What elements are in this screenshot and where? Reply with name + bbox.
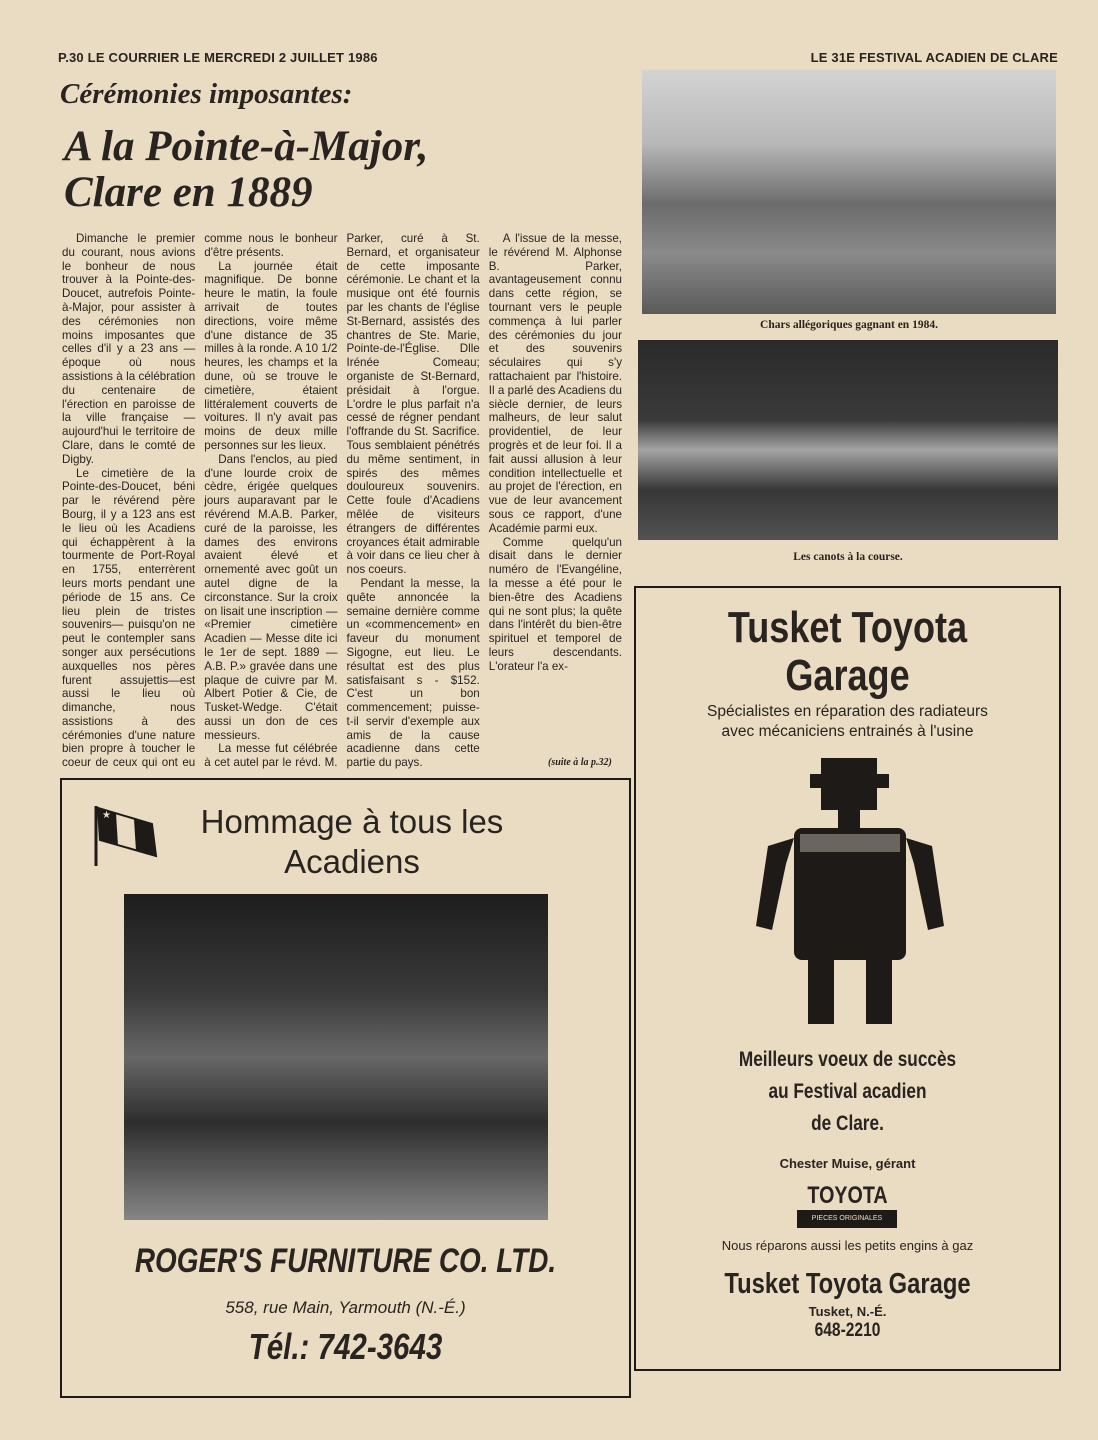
wish-line: au Festival acadien [768, 1080, 927, 1103]
company-phone: Tél.: 742-3643 [248, 1326, 443, 1367]
tusket-toyota-ad [634, 586, 1061, 1371]
ad-tagline [636, 702, 1059, 742]
page-header-right: LE 31E FESTIVAL ACADIEN DE CLARE [810, 50, 1058, 65]
paragraph: La messe fut célébrée à cet autel par le révd. M. Parker, curé à St. Bernard, et organisateur de cette imposante cérémonie. Le chant et la musique ont été fournis par les chants de l'église St-Bernard, assistés des chantres de Ste. Marie, Pointe-de-l'Église. Dlle Irénée Comeau; organiste de St-Bernard, présidait à l'orgue. L'ordre le plus parfait n'a cessé de régner pendant l'offrande du St. Sacrifice. Tous semblaient pénétrés du même sentiment, in spirés des mêmes douloureux souvenirs. Cette foule d'Acadiens mêlée de visiteurs étrangers de différentes croyances était admirable à voir dans ce lieu cher à nos coeurs. [204, 232, 480, 770]
photo-parade-floats [642, 70, 1056, 314]
page-header-left: P.30 LE COURRIER LE MERCREDI 2 JUILLET 1986 [58, 50, 378, 65]
paragraph: A l'issue de la messe, le révérend M. Alphonse B. Parker, avantageusement connu dans cette région, se tournant vers le peuple commença à lui parler des cérémonies du jour et des souvenirs séculaires qui s'y rattachaient par l'histoire. Il a parlé des Acadiens du siècle dernier, de leurs malheurs, de leur salut providentiel, de leur progrès et de leur foi. Il a fait aussi allusion à leur condition intellectuelle et au projet de l'érection, en vue de leur avancement sous ce rapport, d'une Académie parmi eux. [488, 232, 622, 535]
continued-note: (suite à la p.32) [548, 757, 612, 768]
acadian-flag-icon [92, 796, 162, 866]
toyota-parts-badge: PIECES ORIGINALES [797, 1210, 897, 1228]
wish-line: de Clare. [811, 1112, 884, 1135]
photo-caption: Les canots à la course. [793, 551, 903, 563]
photo-staff-group [124, 894, 548, 1220]
paragraph: La journée était magnifique. De bonne heure le matin, la foule arrivait de toutes directions, voire même d'une distance de 35 milles à la ronde. A 10 1/2 heures, les champs et la dune, où se trouve le cimetière, étaient littéralement couverts de voitures. Il n'y avait pas moins de deux mille personnes sur les lieux. [204, 259, 338, 452]
radiator-robot-icon [746, 754, 956, 1044]
footer-phone: 648-2210 [814, 1320, 881, 1341]
ad-headline [182, 802, 522, 882]
company-name: ROGER'S FURNITURE CO. LTD. [134, 1242, 557, 1280]
footer-name: Tusket Toyota Garage [724, 1268, 971, 1300]
tagline-line: Spécialistes en réparation des radiateurs [707, 703, 988, 720]
photo-caption: Chars allégoriques gagnant en 1984. [760, 319, 938, 331]
title-line: A la Pointe-à-Major, [64, 123, 429, 170]
article-title [64, 124, 428, 216]
paragraph: Comme quelqu'un disait dans le dernier numéro de l'Evangéline, la messe a été pour le bien-être des Acadiens qui ne sont plus; la quête dans l'intérêt du bien-être spirituel et temporel de leurs descendants. L'orateur l'a ex- [488, 535, 622, 673]
manager-name: Chester Muise, gérant [779, 1156, 916, 1171]
headline-line: Hommage à tous les [200, 803, 504, 840]
title-line: Tusket Toyota [727, 603, 968, 652]
ad-title [674, 604, 1021, 700]
title-line: Clare en 1889 [64, 169, 313, 216]
article-kicker: Cérémonies imposantes: [60, 78, 353, 110]
paragraph: Le cimetière de la Pointe-des-Doucet, béni par le révérend père Bourg, il y a 123 ans est le lieu où les Acadiens qui échappèrent à la tourmente de Port-Royal en 1755, enterrèrent leurs morts pendant une période de 15 ans. Ce lieu plein de tristes souvenirs— puisqu'on ne peut le contempler sans songer aux persécutions auxquelles nos pères furent assujettis—est aussi le lieu où dimanche, nous assistions à des cérémonies d'une nature bien propre à toucher le coeur de ceux qui ont eu comme nous le bonheur d'être présents. [62, 232, 338, 770]
rogers-furniture-ad [60, 778, 631, 1398]
svg-text:★: ★ [102, 810, 111, 821]
festival-wishes [674, 1044, 1021, 1140]
paragraph: Pendant la messe, la quête annoncée la semaine dernière comme un «commencement» en faveur du monument Sigogne, eut lieu. Le résultat est des plus satisfaisant s - $152. C'est un bon commencement; puisse-t-il servir d'exemple aux amis de la cause acadienne dans cette partie du pays. [346, 576, 480, 770]
paragraph: Dimanche le premier du courant, nous avions le bonheur de nous trouver à la Pointe-des-Doucet, autrefois Pointe-à-Major, pour assister à des cérémonies non moins imposantes que celles d'il y a 23 ans — époque où nous assistions à la célébration du centenaire de l'érection en paroisse de la ville française — aujourd'hui le territoire de Clare, dans le comté de Digby. [62, 232, 196, 466]
paragraph: Dans l'enclos, au pied d'une lourde croix de cèdre, érigée quelques jours auparavant par le révérend M.A.B. Parker, curé de la paroisse, les dames des environs avaient élevé et ornementé avec goût un autel digne de la circonstance. Sur la croix on lisait une inscription — «Premier cimetière Acadien — Messe dite ici le 1er de sept. 1889 — A.B. P.» gravée dans une plaque de cuivre par M. Albert Potier & Cie, de Tusket-Wedge. C'était aussi un don de ces messieurs. [204, 452, 338, 742]
photo-canoe-race [638, 340, 1058, 540]
company-address: 558, rue Main, Yarmouth (N.-É.) [225, 1298, 466, 1317]
toyota-logo: TOYOTA [807, 1182, 888, 1209]
wish-line: Meilleurs voeux de succès [738, 1048, 957, 1071]
headline-line: Acadiens [284, 843, 420, 880]
title-line: Garage [785, 651, 910, 700]
article-body [62, 232, 622, 772]
small-engines-note: Nous réparons aussi les petits engins à gaz [721, 1238, 974, 1253]
footer-place: Tusket, N.-É. [808, 1304, 887, 1319]
tagline-line: avec mécaniciens entrainés à l'usine [721, 723, 974, 740]
